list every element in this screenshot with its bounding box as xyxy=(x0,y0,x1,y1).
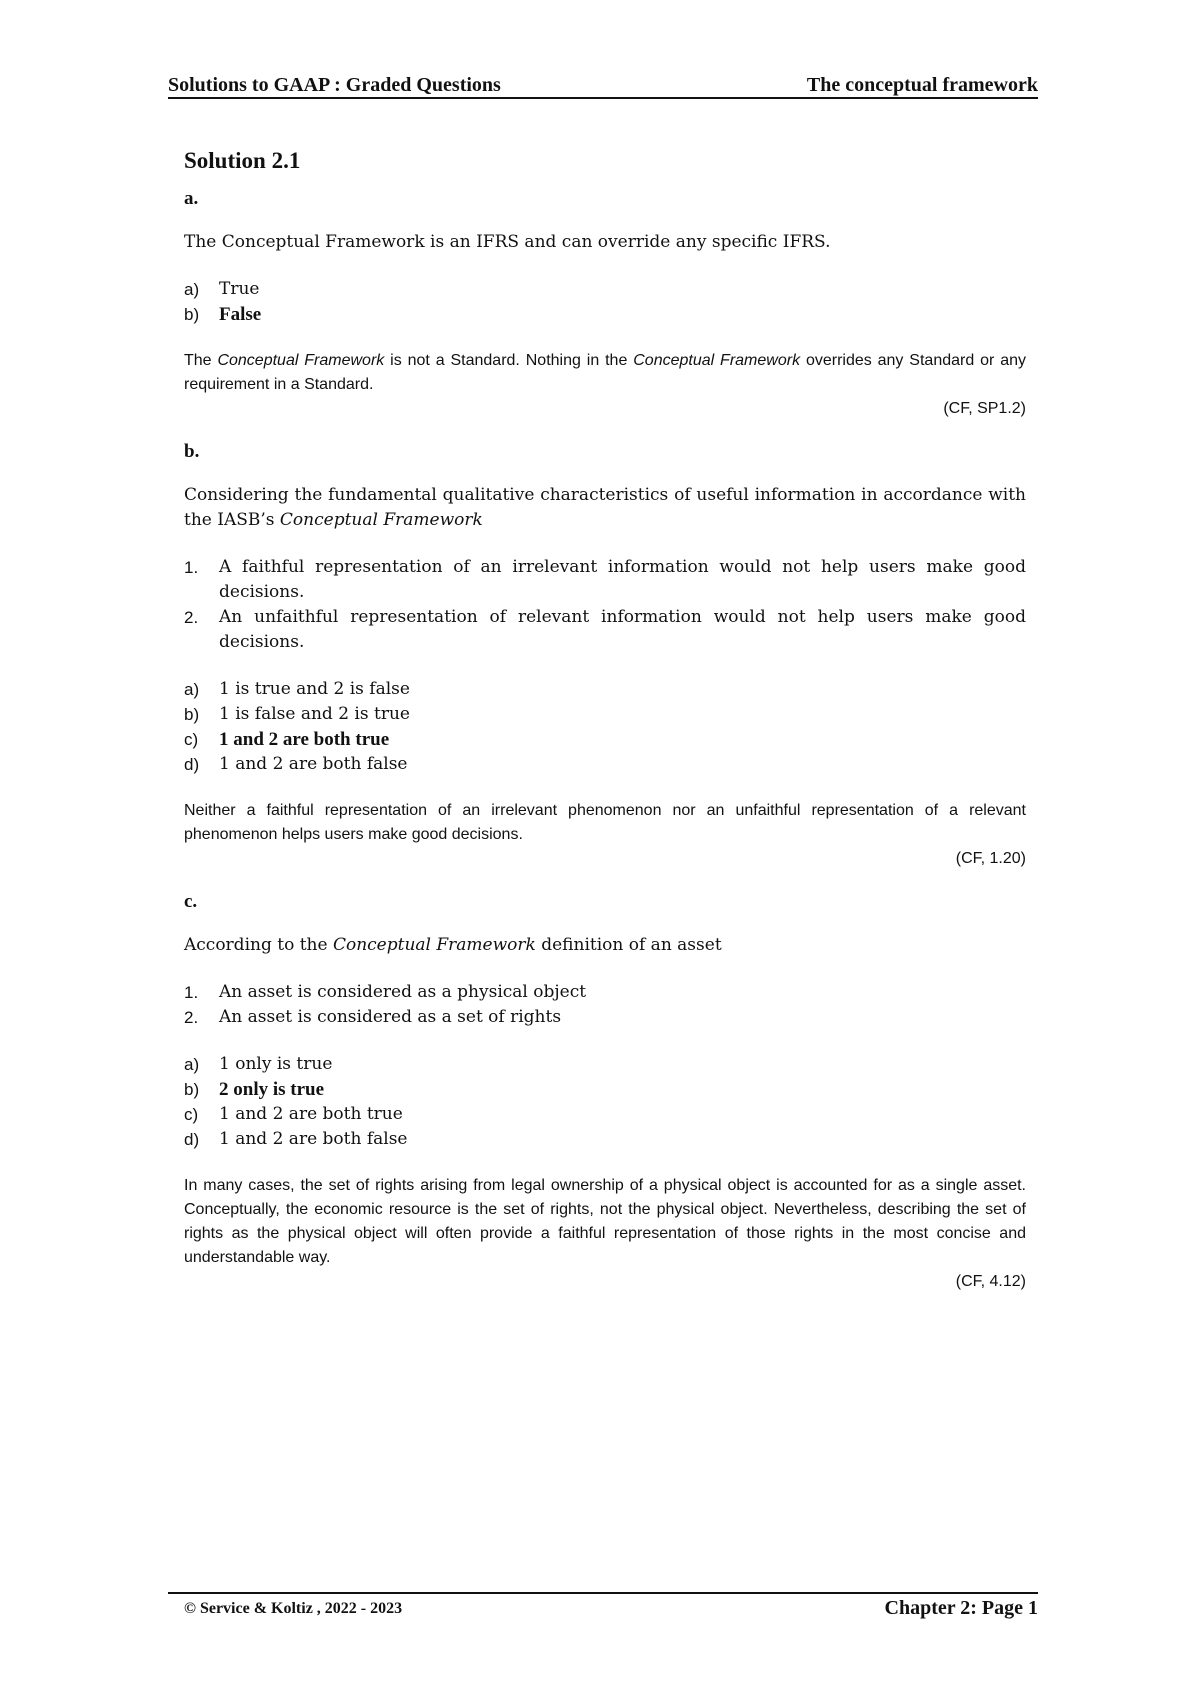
part-b-explanation: Neither a faithful representation of an irrelevant phenomenon nor an unfaithful representation of a relevant phenomenon helps users make good decisions. xyxy=(184,802,1026,843)
option-text: True xyxy=(219,279,260,299)
statement-text: A faithful representation of an irrelevant information would not help users make good decisions. xyxy=(219,557,1026,602)
statement-text: An asset is considered as a set of rights xyxy=(219,1007,562,1027)
option-item-correct xyxy=(184,302,1026,327)
option-text: 1 and 2 are both false xyxy=(219,754,408,774)
header-title: Solutions to GAAP : Graded Questions xyxy=(168,74,501,96)
page-header xyxy=(168,70,1038,98)
option-label: a) xyxy=(184,680,200,699)
option-label: a) xyxy=(184,280,200,299)
statement-text: An asset is considered as a physical object xyxy=(219,982,587,1002)
part-c-explanation: In many cases, the set of rights arising from legal ownership of a physical object is accounted for as a single asset. Conceptually, the economic resource is the set of rights, not the physical object. Nevertheless, describing the set of rights as the physical object will often provide a faithful representation of those rights in the most concise and understandable way. xyxy=(184,1177,1026,1266)
part-b-question: Considering the fundamental qualitative characteristics of useful information in accordance with the IASB’s Conceptual Framework xyxy=(184,485,1026,530)
statement-item xyxy=(184,555,1026,605)
main-content xyxy=(184,140,1026,1314)
option-item xyxy=(184,1102,1026,1127)
option-item-correct xyxy=(184,727,1026,752)
statement-text: An unfaithful representation of relevant information would not help users make good decisions. xyxy=(219,607,1026,652)
option-label: b) xyxy=(184,1080,200,1099)
part-a xyxy=(184,188,1026,421)
part-a-options xyxy=(184,277,1026,327)
part-c-statements xyxy=(184,980,1026,1030)
part-a-label: a. xyxy=(184,188,199,209)
option-item xyxy=(184,702,1026,727)
statement-number: 2. xyxy=(184,608,199,627)
option-item-correct xyxy=(184,1077,1026,1102)
statement-item xyxy=(184,605,1026,655)
option-label: c) xyxy=(184,1105,199,1124)
solution-title: Solution 2.1 xyxy=(184,148,301,173)
option-item xyxy=(184,1127,1026,1152)
statement-number: 1. xyxy=(184,983,199,1002)
part-c-options xyxy=(184,1052,1026,1152)
option-item xyxy=(184,277,1026,302)
option-label: d) xyxy=(184,755,200,774)
footer-copyright: © Service & Koltiz , 2022 - 2023 xyxy=(184,1600,403,1617)
statement-number: 2. xyxy=(184,1008,199,1027)
option-item xyxy=(184,677,1026,702)
option-label: a) xyxy=(184,1055,200,1074)
option-label: b) xyxy=(184,705,200,724)
option-item xyxy=(184,752,1026,777)
part-b-options xyxy=(184,677,1026,777)
option-item xyxy=(184,1052,1026,1077)
part-c-question: According to the Conceptual Framework definition of an asset xyxy=(184,935,722,955)
option-text: 1 and 2 are both false xyxy=(219,1129,408,1149)
option-text: 1 is false and 2 is true xyxy=(219,704,410,724)
part-b-reference: (CF, 1.20) xyxy=(955,850,1026,867)
option-text: 1 is true and 2 is false xyxy=(219,679,410,699)
part-c xyxy=(184,891,1026,1294)
option-text: 1 and 2 are both true xyxy=(219,729,390,750)
option-label: b) xyxy=(184,305,200,324)
option-text: 1 and 2 are both true xyxy=(219,1104,403,1124)
part-a-explanation: The Conceptual Framework is not a Standard. Nothing in the Conceptual Framework overrides any Standard or any requirement in a Standard. xyxy=(184,352,1027,393)
part-b-label: b. xyxy=(184,441,200,462)
option-label: d) xyxy=(184,1130,200,1149)
statement-item xyxy=(184,980,1026,1005)
option-label: c) xyxy=(184,730,199,749)
header-rule xyxy=(168,97,1038,99)
statement-number: 1. xyxy=(184,558,199,577)
part-c-reference: (CF, 4.12) xyxy=(955,1273,1026,1290)
part-b xyxy=(184,441,1026,871)
page-footer xyxy=(168,1594,1038,1624)
statement-item xyxy=(184,1005,1026,1030)
option-text: 1 only is true xyxy=(219,1054,333,1074)
header-chapter-title: The conceptual framework xyxy=(806,74,1038,96)
part-a-question: The Conceptual Framework is an IFRS and can override any specific IFRS. xyxy=(184,232,831,252)
option-text: 2 only is true xyxy=(219,1079,325,1100)
footer-page-number: Chapter 2: Page 1 xyxy=(884,1597,1038,1619)
option-text: False xyxy=(219,304,262,325)
part-a-reference: (CF, SP1.2) xyxy=(943,400,1026,417)
part-b-statements xyxy=(184,555,1026,655)
part-c-label: c. xyxy=(184,891,198,912)
